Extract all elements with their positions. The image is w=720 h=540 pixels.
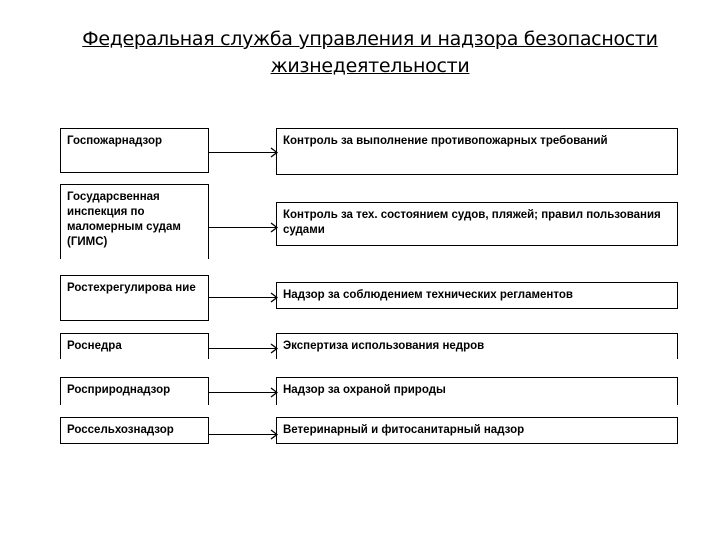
arrow-icon <box>208 152 276 153</box>
agency-box: Государсвенная инспекция по маломерным судам (ГИМС) <box>60 184 209 259</box>
arrow-icon <box>208 297 276 298</box>
function-box: Экспертиза использования недров <box>276 333 678 359</box>
agency-box: Роснедра <box>60 333 209 359</box>
agency-box: Ростехрегулирова ние <box>60 275 209 321</box>
agency-box: Россельхознадзор <box>60 417 209 444</box>
function-box: Контроль за выполнение противопожарных требований <box>276 128 678 175</box>
arrow-icon <box>208 348 276 349</box>
function-box: Надзор за охраной природы <box>276 377 678 405</box>
function-box: Контроль за тех. состоянием судов, пляжей; правил пользования судами <box>276 202 678 246</box>
slide-title: Федеральная служба управления и надзора безопасности жизнедеятельности <box>82 28 658 77</box>
agency-box: Росприроднадзор <box>60 377 209 405</box>
arrow-icon <box>208 434 276 435</box>
function-box: Ветеринарный и фитосанитарный надзор <box>276 417 678 444</box>
agency-box: Госпожарнадзор <box>60 128 209 173</box>
arrow-icon <box>208 392 276 393</box>
arrow-icon <box>208 227 276 228</box>
function-box: Надзор за соблюдением технических регламентов <box>276 282 678 309</box>
